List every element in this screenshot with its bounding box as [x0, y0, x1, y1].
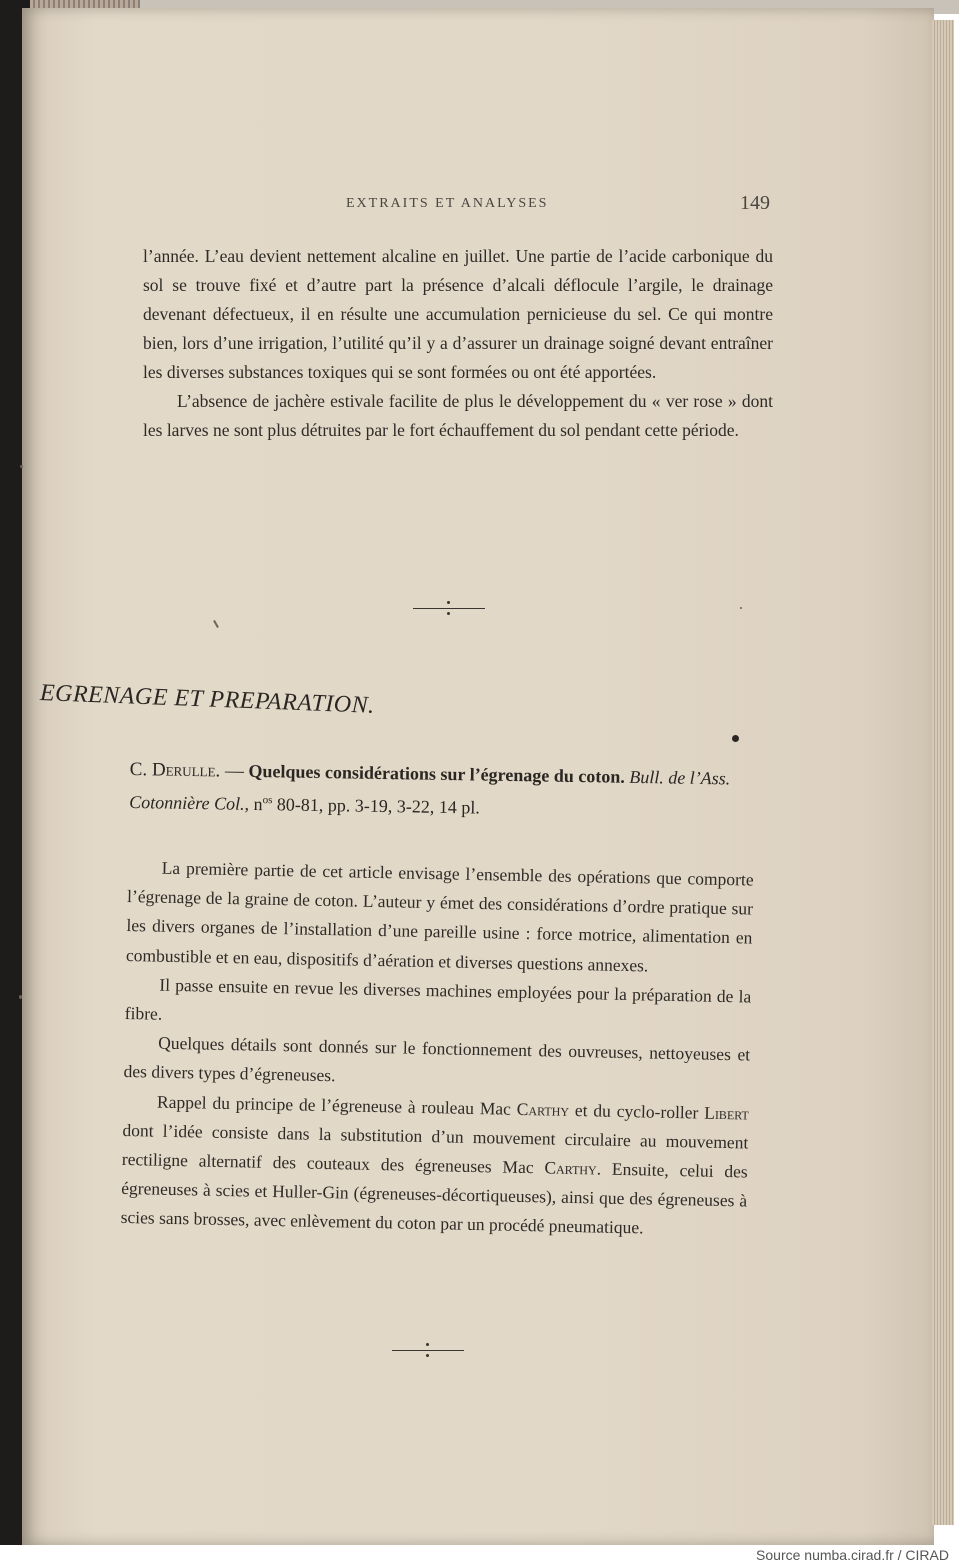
- citation-author: C. Derulle. —: [129, 758, 245, 782]
- person-name: Carthy: [516, 1098, 570, 1120]
- top-text-block: [143, 242, 773, 445]
- bibliographic-citation: [129, 755, 758, 826]
- paragraph: [120, 1087, 749, 1246]
- separator-dot: [447, 612, 450, 615]
- paragraph: l’année. L’eau devient nettement alcaline en juillet. Une partie de l’acide carbonique du sol se trouve fixé et d’autre part la présence d’alcali déflocule l’argile, le drainage devenant défectueux, il en résulte une accumulation pernicieuse du sel. Ce qui montre bien, lors d’une irrigation, l’utilité qu’il y a d’assurer un drainage soigné devant entraîner les diverses substances toxiques qui se sont formées ou ont été apportées.: [143, 246, 773, 382]
- ink-dot: [732, 735, 739, 742]
- text-run: et du cyclo-roller: [568, 1099, 705, 1123]
- page-edges: [932, 20, 954, 1525]
- person-name: Libert: [704, 1102, 750, 1124]
- separator-dot: [426, 1343, 429, 1346]
- section-heading: EGRENAGE ET PREPARATION.: [39, 680, 376, 719]
- separator-rule: [413, 608, 485, 609]
- citation-issue-sup: os: [262, 794, 273, 807]
- paragraph: Il passe ensuite en revue les diverses machines employées pour la préparation de la fibre.: [124, 974, 752, 1024]
- paragraph: Quelques détails sont donnés sur le fonctionnement des ouvreuses, nettoyeuses et des divers types d’égreneuses.: [123, 1032, 751, 1086]
- separator-dot: [426, 1354, 429, 1357]
- person-name: Carthy: [544, 1157, 597, 1179]
- citation-journal: Bull. de l’Ass. Cotonnière Col.,: [129, 766, 731, 814]
- running-head: EXTRAITS ET ANALYSES: [346, 196, 549, 211]
- article-text-block: [120, 853, 753, 1245]
- paragraph: L’absence de jachère estivale facilite de plus le développement du « ver rose » dont les larves ne sont plus détruites par le fort échauffement du sol pendant cette période.: [143, 391, 773, 440]
- page-speck: [19, 995, 22, 999]
- citation-issue-prefix: n: [253, 793, 263, 815]
- paragraph: La première partie de cet article envisage l’ensemble des opérations que comporte l’égrenage de la graine de coton. L’auteur y émet des considérations d’ordre pratique sur les divers organes de l’installation d’une pareille usine : force motrice, alimentation en combustible et en eau, dispositifs d’aération et diverses questions annexes.: [125, 857, 754, 976]
- text-run: Rappel du principe de l’égreneuse à rouleau Mac: [156, 1091, 517, 1119]
- page-number: 149: [740, 192, 770, 214]
- page-speck: [20, 465, 23, 468]
- text-run: . Ensuite, celui des égreneuses à scies et Huller-Gin (égreneuses-décortiqueuses), ainsi que des égreneuses à scies sans brosses, avec enlèvement du coton par un procédé pneumatique.: [120, 1158, 748, 1238]
- citation-details: 80-81, pp. 3-19, 3-22, 14 pl.: [276, 794, 480, 818]
- source-credit: Source numba.cirad.fr / CIRAD: [756, 1547, 949, 1563]
- separator-rule: [392, 1350, 464, 1351]
- separator-dot: [447, 601, 450, 604]
- page-speck: [740, 607, 742, 609]
- citation-title: Quelques considérations sur l’égrenage du coton.: [248, 760, 625, 787]
- text-run: dont l’idée consiste dans la substitution d’un mouvement circulaire au mouvement rectiligne alternatif des couteaux des égreneuses Mac: [121, 1119, 749, 1178]
